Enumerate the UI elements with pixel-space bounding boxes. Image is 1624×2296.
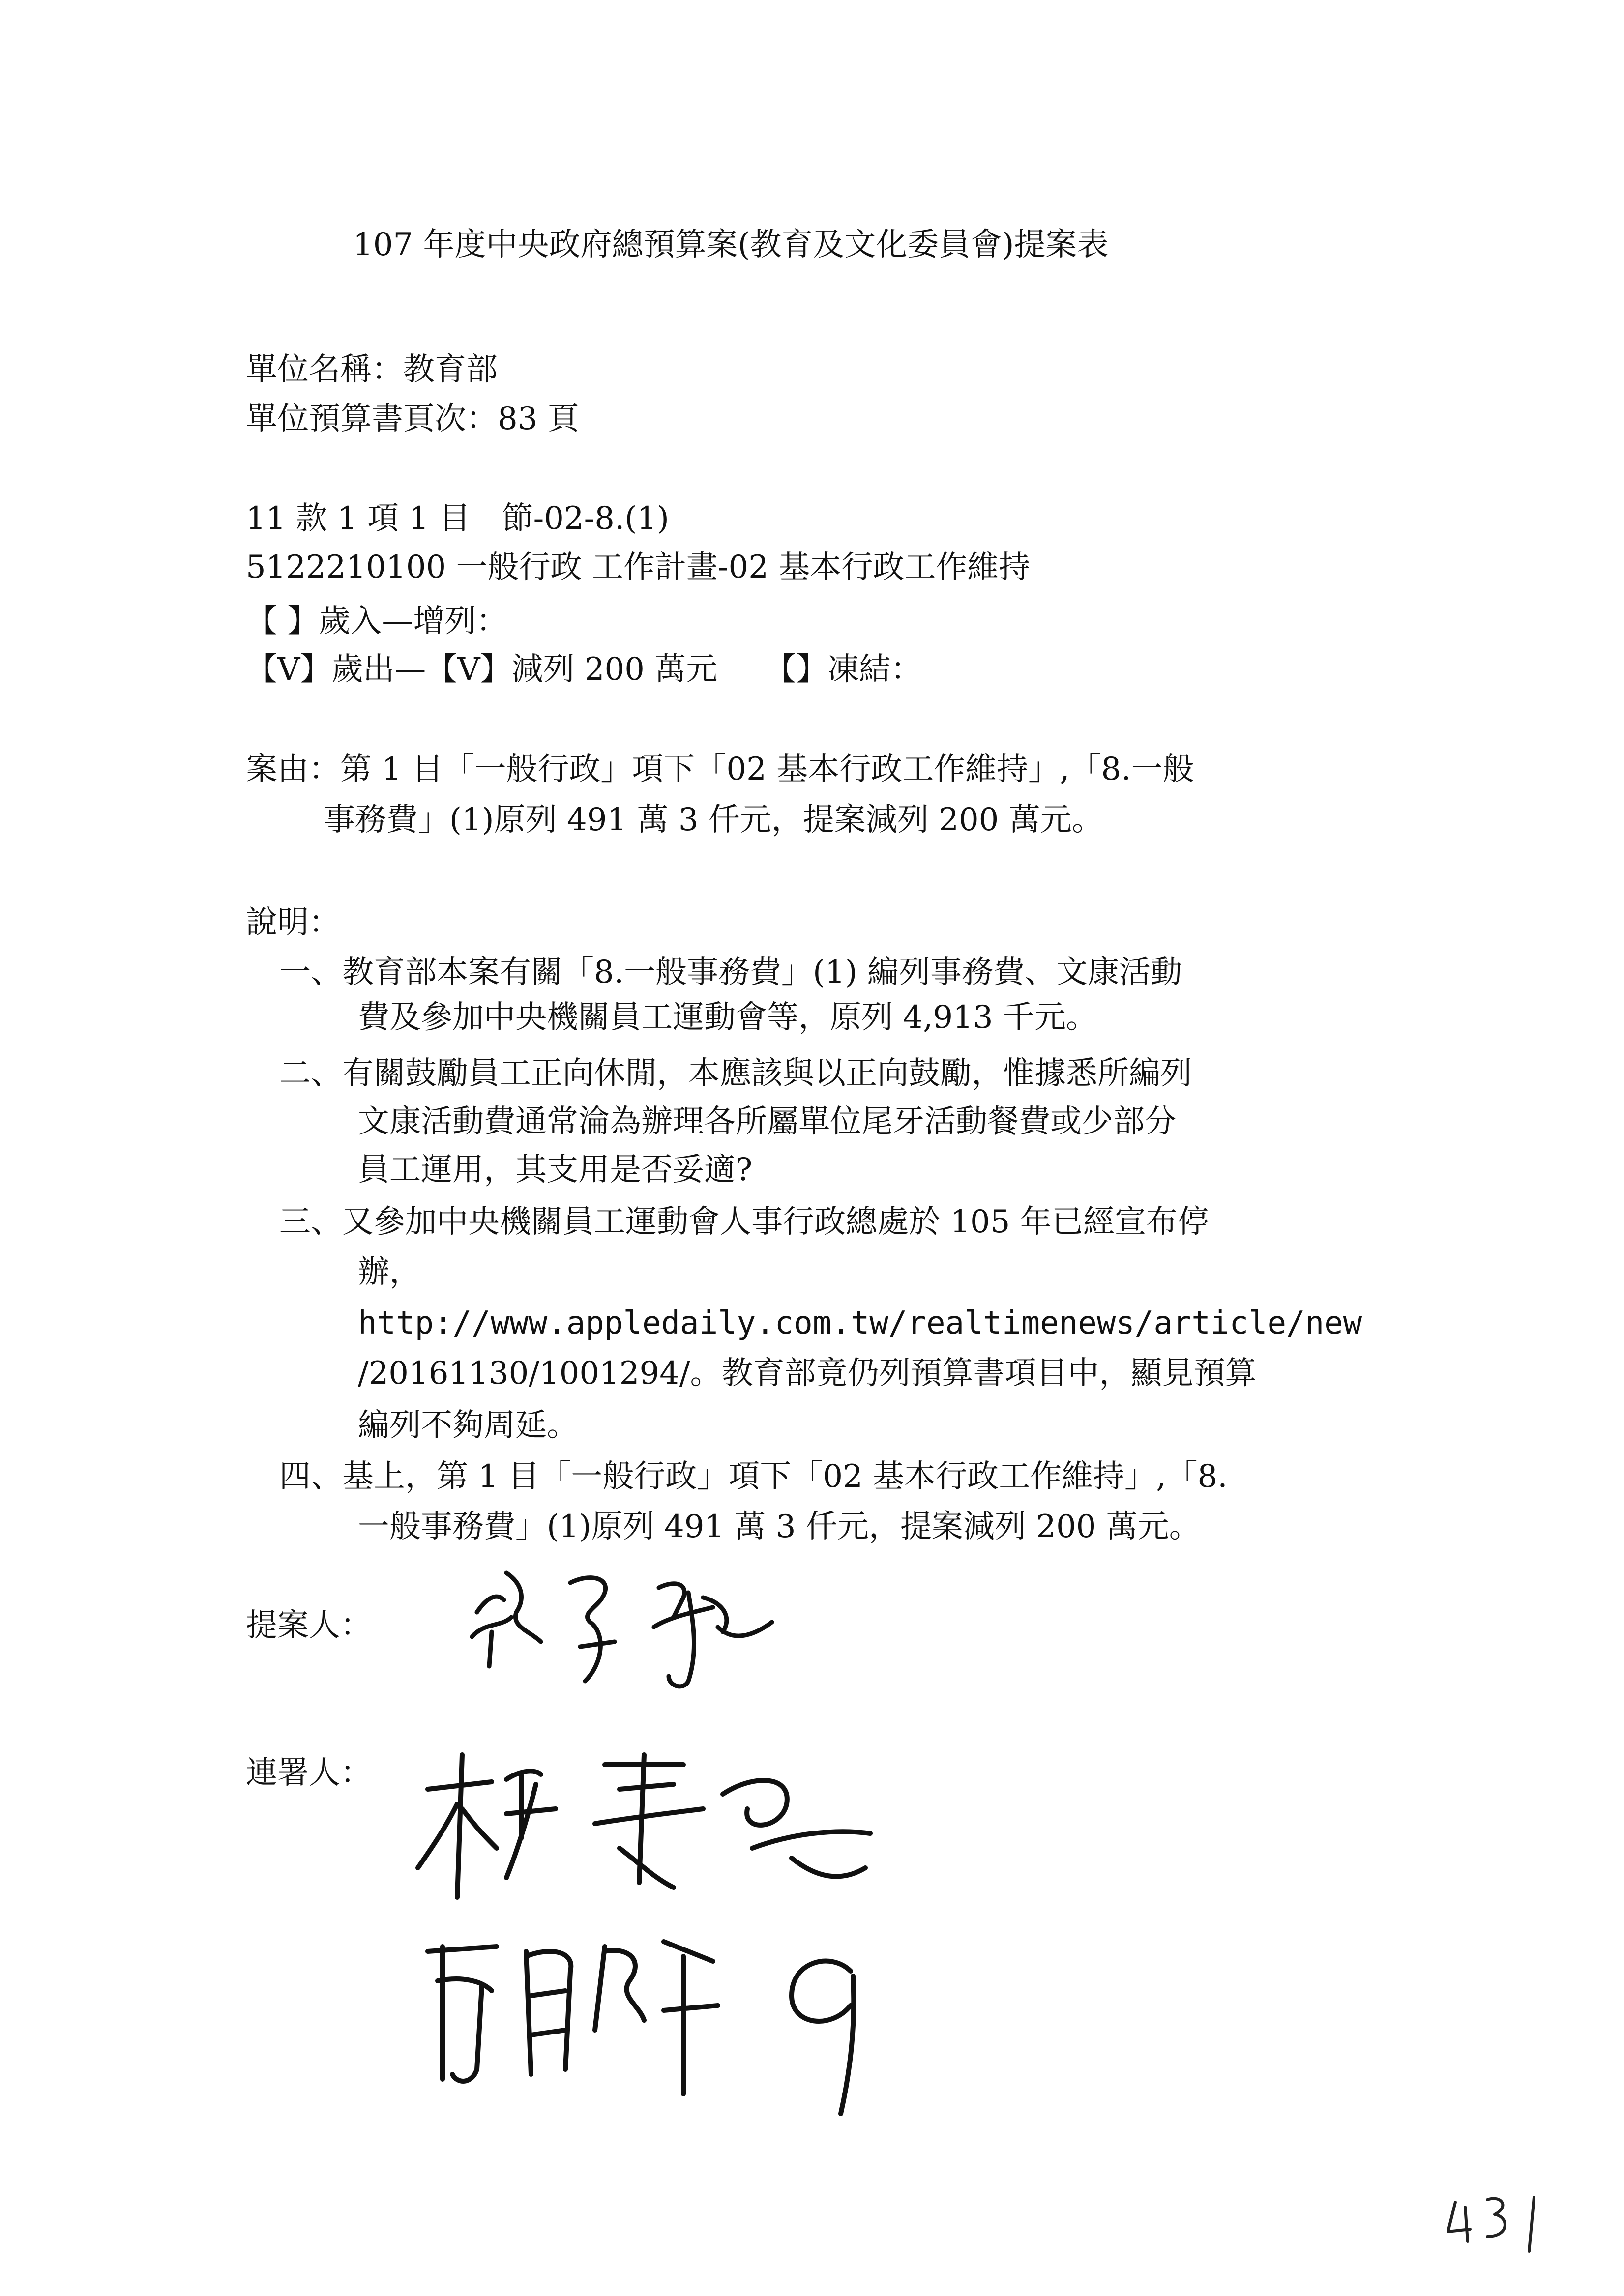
explanation-item-1-line-1: 一、教育部本案有關「8.一般事務費」(1) 編列事務費、文康活動	[279, 954, 1182, 990]
cosigner-signature-1	[408, 1735, 900, 1912]
explanation-item-4-line-2: 一般事務費」(1)原列 491 萬 3 仟元，提案減列 200 萬元。	[358, 1509, 1201, 1545]
explanation-item-2-line-1: 二、有關鼓勵員工正向休閒，本應該與以正向鼓勵，惟據悉所編列	[279, 1055, 1192, 1092]
explanation-item-1-line-2: 費及參加中央機關員工運動會等，原列 4,913 千元。	[358, 999, 1097, 1036]
page-title: 107 年度中央政府總預算案(教育及文化委員會)提案表	[353, 227, 1109, 263]
explanation-item-3-line-1: 三、又參加中央機關員工運動會人事行政總處於 105 年已經宣布停	[279, 1204, 1209, 1240]
explanation-item-3-line-2: 辦，	[358, 1254, 421, 1290]
explanation-item-3-line-4: /20161130/1001294/。教育部竟仍列預算書項目中，顯見預算	[358, 1355, 1257, 1392]
unit-budget-page: 單位預算書頁次：83 頁	[246, 401, 579, 437]
cosigner-signature-2	[408, 1907, 949, 2133]
explanation-item-2-line-3: 員工運用，其支用是否妥適?	[358, 1152, 753, 1188]
cosigner-label: 連署人：	[246, 1755, 372, 1791]
reason-line-1: 案由：第 1 目「一般行政」項下「02 基本行政工作維持」,「8.一般	[246, 751, 1194, 787]
explanation-item-3-url-line-1: http://www.appledaily.com.tw/realtimenews/article/new	[358, 1305, 1362, 1341]
explanation-item-3-line-5: 編列不夠周延。	[358, 1407, 578, 1444]
budget-code-line-2: 5122210100 一般行政 工作計畫-02 基本行政工作維持	[246, 549, 1031, 585]
budget-code-line-1: 11 款 1 項 1 目 節-02-8.(1)	[246, 500, 669, 537]
expense-line: 【V】歲出—【V】減列 200 萬元 【】凍結：	[246, 651, 922, 688]
explanation-header: 說明：	[246, 904, 340, 941]
explanation-item-4-line-1: 四、基上，第 1 目「一般行政」項下「02 基本行政工作維持」,「8.	[279, 1458, 1228, 1495]
reason-line-2: 事務費」(1)原列 491 萬 3 仟元，提案減列 200 萬元。	[324, 802, 1103, 838]
proposer-label: 提案人：	[246, 1607, 372, 1644]
unit-name: 單位名稱：教育部	[246, 351, 498, 388]
handwritten-page-number	[1441, 2182, 1559, 2261]
proposer-signature	[457, 1553, 801, 1701]
explanation-item-2-line-2: 文康活動費通常淪為辦理各所屬單位尾牙活動餐費或少部分	[358, 1104, 1176, 1140]
revenue-line: 【 】歲入—增列：	[246, 603, 508, 639]
